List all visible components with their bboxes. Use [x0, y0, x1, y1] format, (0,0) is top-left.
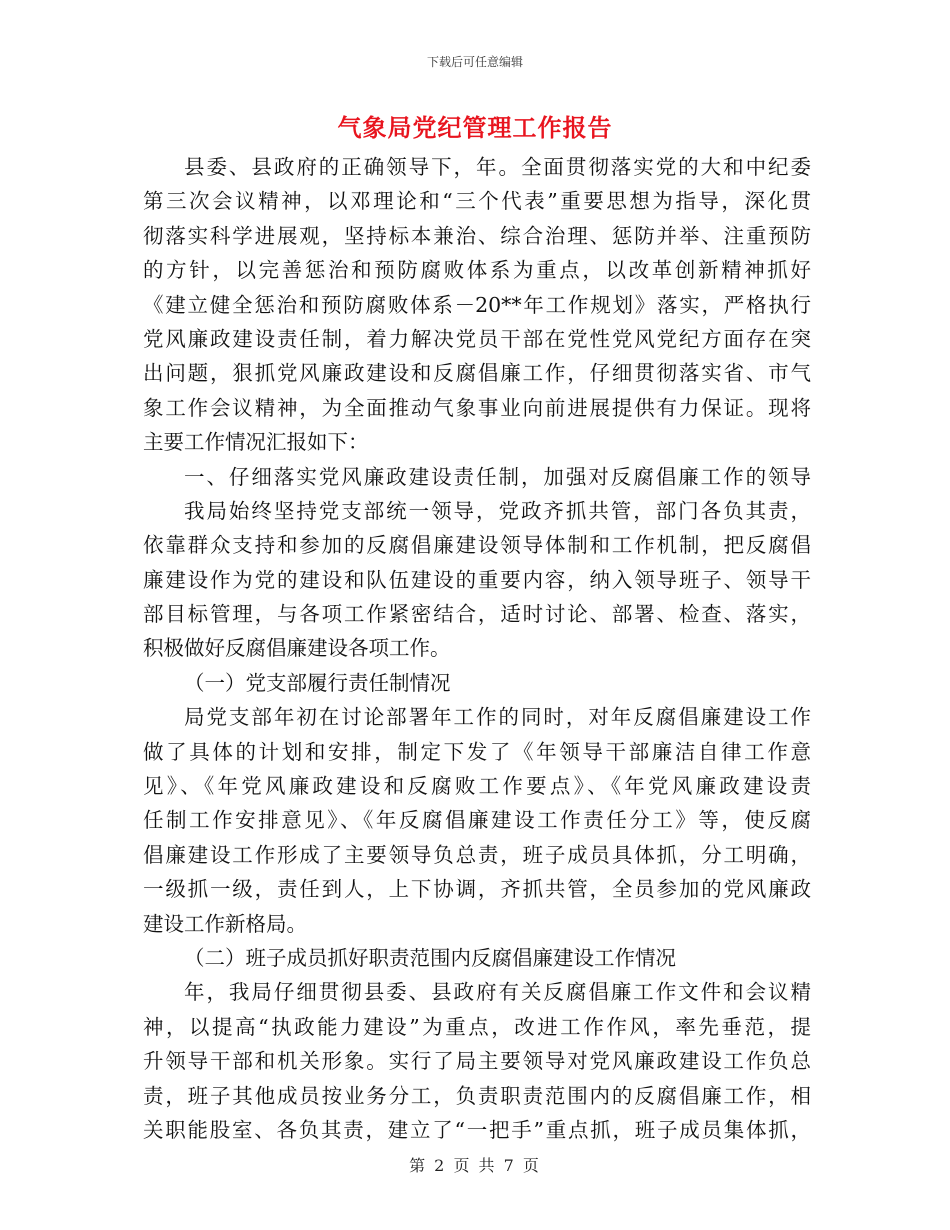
body-line: 升领导干部和机关形象。实行了局主要领导对党风廉政建设工作负总 [143, 1049, 811, 1074]
body-line: 积极做好反腐倡廉建设各项工作。 [143, 636, 451, 661]
body-line: 第三次会议精神，以邓理论和“三个代表”重要思想为指导，深化贯 [143, 189, 811, 214]
body-line: 部目标管理，与各项工作紧密结合，适时讨论、部署、检查、落实， [143, 602, 811, 627]
body-line: 责，班子其他成员按业务分工，负责职责范围内的反腐倡廉工作，相 [143, 1083, 811, 1108]
body-line: 一级抓一级，责任到人，上下协调，齐抓共管，全员参加的党风廉政 [143, 877, 811, 902]
body-line: 《建立健全惩治和预防腐败体系－20**年工作规划》落实，严格执行 [143, 292, 811, 317]
body-line: 做了具体的计划和安排，制定下发了《年领导干部廉洁自律工作意 [143, 739, 811, 764]
section-heading: 一、仔细落实党风廉政建设责任制，加强对反腐倡廉工作的领导 [184, 464, 811, 489]
body-line: 县委、县政府的正确领导下，年。全面贯彻落实党的大和中纪委 [184, 155, 811, 179]
document-title: 气象局党纪管理工作报告 [337, 114, 613, 142]
body-line: 建设工作新格局。 [143, 911, 307, 936]
body-line: 出问题，狠抓党风廉政建设和反腐倡廉工作，仔细贯彻落实省、市气 [143, 361, 811, 386]
body-line: 象工作会议精神，为全面推动气象事业向前进展提供有力保证。现将 [143, 395, 811, 420]
header-note: 下载后可任意编辑 [426, 55, 523, 69]
body-line: 依靠群众支持和参加的反腐倡廉建设领导体制和工作机制，把反腐倡 [143, 533, 811, 558]
body-line: 廉建设作为党的建设和队伍建设的重要内容，纳入领导班子、领导干 [143, 567, 811, 592]
body-line: 的方针，以完善惩治和预防腐败体系为重点，以改革创新精神抓好 [143, 258, 811, 283]
body-line: 关职能股室、各负其责，建立了“一把手”重点抓，班子成员集体抓， [143, 1117, 811, 1142]
body-line: 主要工作情况汇报如下： [143, 430, 369, 455]
subsection-heading: （二）班子成员抓好职责范围内反腐倡廉建设工作情况 [184, 945, 676, 970]
subsection-heading: （一）党支部履行责任制情况 [184, 670, 451, 695]
body-line: 倡廉建设工作形成了主要领导负总责，班子成员具体抓，分工明确， [143, 842, 811, 867]
body-line: 年，我局仔细贯彻县委、县政府有关反腐倡廉工作文件和会议精 [184, 980, 811, 1005]
page-footer: 第 2 页 共 7 页 [409, 1156, 541, 1175]
body-line: 我局始终坚持党支部统一领导，党政齐抓共管，部门各负其责， [184, 498, 811, 523]
body-line: 彻落实科学进展观，坚持标本兼治、综合治理、惩防并举、注重预防 [143, 223, 811, 248]
body-line: 党风廉政建设责任制，着力解决党员干部在党性党风党纪方面存在突 [143, 326, 811, 351]
document-body [143, 150, 811, 1147]
body-line: 局党支部年初在讨论部署年工作的同时，对年反腐倡廉建设工作 [184, 705, 811, 730]
body-line: 见》、《年党风廉政建设和反腐败工作要点》、《年党风廉政建设责 [143, 774, 811, 799]
body-line: 任制工作安排意见》、《年反腐倡廉建设工作责任分工》等，使反腐 [143, 808, 811, 833]
body-line: 神，以提高“执政能力建设”为重点，改进工作作风，率先垂范，提 [143, 1014, 811, 1039]
